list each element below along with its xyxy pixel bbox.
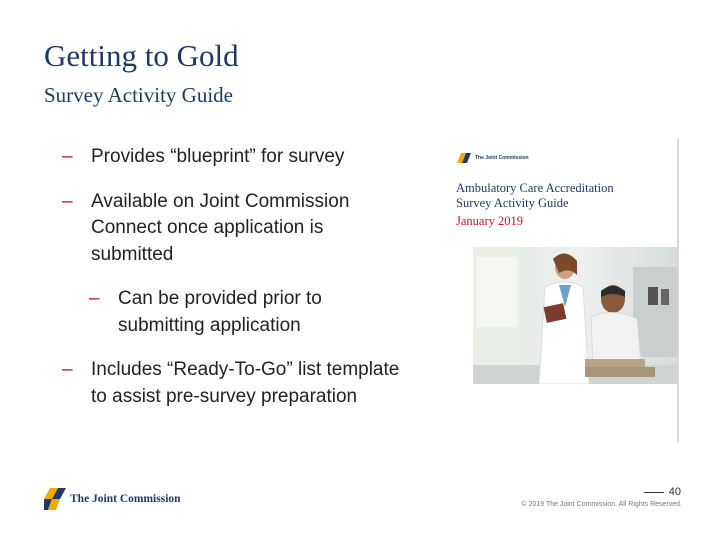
sub-bullet-item [87,286,410,339]
cover-title [456,181,614,211]
bullet-list [60,144,410,410]
bullet-text: Can be provided prior to submitting application [118,288,322,336]
page-number-rule [644,492,664,493]
bullet-text: Available on Joint Commission Connect once application is submitted [91,190,350,265]
bullet-dash: – [62,190,73,212]
bullet-text: Includes “Ready-To-Go” list template to assist pre-survey preparation [91,359,400,407]
joint-commission-logo-icon [44,488,66,510]
bullet-item [60,189,410,269]
cover-logo-text: The Joint Commission [475,155,529,161]
bullet-item [60,144,410,171]
footer-logo-text: The Joint Commission [70,493,181,505]
bullet-dash: – [89,288,100,309]
bullet-item [60,357,410,410]
copyright-notice: © 2019 The Joint Commission. All Rights Reserved. [521,501,682,508]
photo-illustration [473,247,677,384]
cover-title-line: Survey Activity Guide [456,196,569,210]
footer-logo [44,488,181,510]
joint-commission-logo-icon [457,153,471,163]
doctor-patient-photo [473,247,677,384]
bullet-text: Provides “blueprint” for survey [91,146,345,167]
cover-title-line: Ambulatory Care Accreditation [456,181,614,195]
page-number [644,486,681,498]
bullet-dash: – [62,359,73,380]
cover-date: January 2019 [456,214,523,228]
bullet-dash: – [62,146,73,167]
page-number-value: 40 [668,486,681,498]
guide-cover-image [447,139,679,442]
slide-subtitle: Survey Activity Guide [44,83,233,107]
slide-title: Getting to Gold [44,38,239,73]
cover-logo [457,153,529,163]
